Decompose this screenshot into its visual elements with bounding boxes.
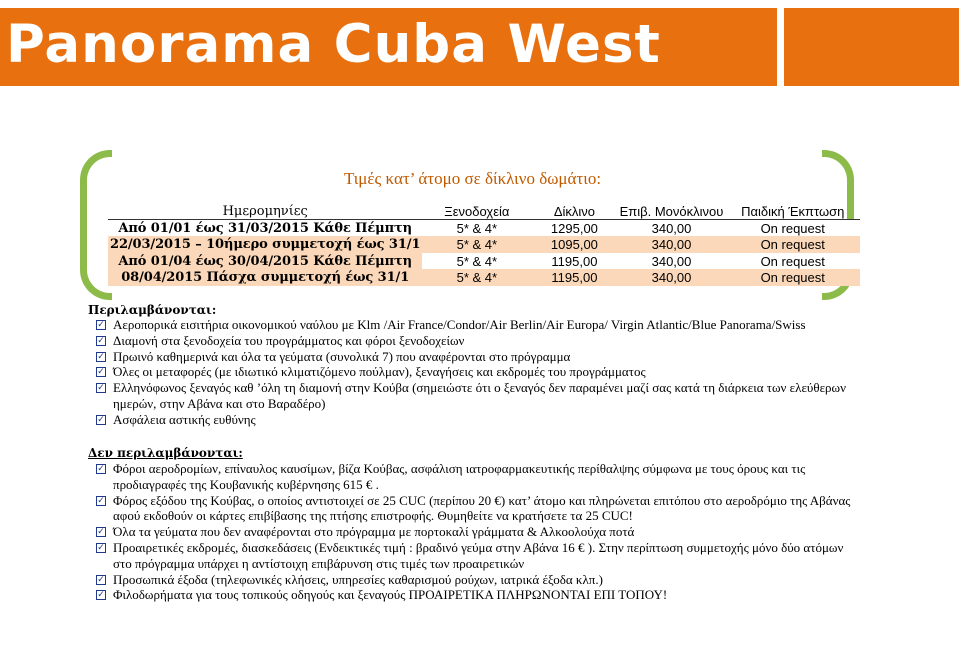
list-item-text: Πρωινό καθημερινά και όλα τα γεύματα (συνολικά 7) που αναφέρονται στο πρόγραμμα bbox=[113, 348, 571, 364]
excluded-heading: Δεν περιλαμβάνονται: bbox=[88, 446, 243, 460]
list-item bbox=[96, 380, 856, 412]
checkbox-icon: ✓ bbox=[97, 351, 105, 362]
list-item-text: Όλα τα γεύματα που δεν αναφέρονται στο πρόγραμμα με πορτοκαλί γράμματα & Αλκοολούχα ποτά bbox=[113, 524, 635, 540]
col-header-single-supplement: Επιβ. Μονόκλινου bbox=[618, 203, 726, 220]
checkbox-icon: ✓ bbox=[97, 414, 105, 425]
price-table bbox=[108, 203, 860, 286]
row-date: Από 01/04 έως 30/04/2015 Κάθε Πέμπτη bbox=[108, 253, 422, 270]
row-date: 08/04/2015 Πάσχα συμμετοχή έως 31/1 bbox=[108, 269, 422, 286]
checkbox-icon: ✓ bbox=[97, 464, 105, 474]
list-item bbox=[96, 317, 856, 333]
row-double-price: 1095,00 bbox=[531, 236, 617, 253]
col-header-child-discount: Παιδική Έκπτωση bbox=[725, 203, 860, 220]
banner-side-strip bbox=[784, 8, 959, 86]
list-item bbox=[96, 333, 856, 349]
row-child-discount: On request bbox=[725, 236, 860, 253]
list-item-text: Προσωπικά έξοδα (τηλεφωνικές κλήσεις, υπηρεσίες καθαρισμού ρούχων, ιατρικά έξοδα κλπ.) bbox=[113, 571, 603, 587]
title-banner bbox=[0, 8, 777, 86]
checkbox-icon: ✓ bbox=[97, 367, 105, 378]
row-single-supplement: 340,00 bbox=[618, 220, 726, 237]
list-item bbox=[96, 461, 856, 493]
checkbox-icon: ✓ bbox=[97, 320, 105, 330]
list-item bbox=[96, 572, 856, 588]
list-item-text: Φιλοδωρήματα για τους τοπικούς οδηγούς και ξεναγούς ΠΡΟΑΙΡΕΤΙΚΑ ΠΛΗΡΩΝΟΝΤΑΙ ΕΠΙ ΤΟΠΟΥ! bbox=[113, 587, 668, 603]
list-item-text: Όλες οι μεταφορές (με ιδιωτικό κλιματιζόμενο πούλμαν), ξεναγήσεις και εκδρομές του προγράμματος bbox=[113, 364, 646, 380]
checkbox-icon: ✓ bbox=[97, 335, 105, 346]
excluded-list bbox=[96, 461, 856, 603]
checkbox-icon: ✓ bbox=[97, 383, 105, 394]
row-hotels: 5* & 4* bbox=[422, 253, 531, 270]
col-header-double: Δίκλινο bbox=[531, 203, 617, 220]
row-hotels: 5* & 4* bbox=[422, 220, 531, 237]
list-item bbox=[96, 587, 856, 603]
row-date: Από 01/01 έως 31/03/2015 Κάθε Πέμπτη bbox=[108, 220, 422, 237]
table-row bbox=[108, 220, 860, 237]
row-single-supplement: 340,00 bbox=[618, 236, 726, 253]
row-child-discount: On request bbox=[725, 253, 860, 270]
included-list bbox=[96, 317, 856, 428]
list-item-text: Φόρος εξόδου της Κούβας, ο οποίος αντιστοιχεί σε 25 CUC (περίπου 20 €) κατ’ άτομο και πληρώνεται επιτόπου στο αεροδρόμιο της Αβάνας αφού εκδοθούν οι κάρτες επιβίβασης της πτήσης επιστροφής. Θυμηθείτε να κρατήσετε τα 25 CUC! bbox=[113, 492, 851, 524]
checkbox-icon: ✓ bbox=[97, 542, 105, 553]
included-heading: Περιλαμβάνονται: bbox=[88, 303, 217, 317]
list-item-text: Προαιρετικές εκδρομές, διασκεδάσεις (Ενδεικτικές τιμή : βραδινό γεύμα στην Αβάνα 16 € ). Στην περίπτωση συμμετοχής μόνο δύο ατόμων στο πρόγραμμα υπάρχει η αντίστοιχη επιβάρυνση στις τιμές των προαιρετικών bbox=[113, 539, 844, 571]
list-item bbox=[96, 493, 856, 525]
list-item-text: Ελληνόφωνος ξεναγός καθ ’όλη τη διαμονή στην Κούβα (σημειώστε ότι ο ξεναγός δεν παραμένει μαζί σας κατά τη διάρκεια των ελεύθερων ημερών, στην Αβάνα και στο Βαραδέρο) bbox=[113, 380, 846, 411]
row-child-discount: On request bbox=[725, 269, 860, 286]
table-header-row bbox=[108, 203, 860, 220]
list-item bbox=[96, 349, 856, 365]
price-section-title: Τιμές κατ’ άτομο σε δίκλινο δωμάτιο: bbox=[343, 169, 602, 188]
list-item bbox=[96, 364, 856, 380]
list-item bbox=[96, 540, 856, 572]
checkbox-icon: ✓ bbox=[97, 495, 105, 506]
col-header-dates: Ημερομηνίες bbox=[108, 203, 422, 220]
checkbox-icon: ✓ bbox=[97, 527, 105, 538]
table-row bbox=[108, 253, 860, 270]
row-hotels: 5* & 4* bbox=[422, 269, 531, 286]
list-item bbox=[96, 412, 856, 428]
table-row bbox=[108, 236, 860, 253]
col-header-hotels: Ξενοδοχεία bbox=[422, 203, 531, 220]
row-double-price: 1295,00 bbox=[531, 220, 617, 237]
row-single-supplement: 340,00 bbox=[618, 253, 726, 270]
list-item-text: Φόροι αεροδρομίων, επίναυλος καυσίμων, βίζα Κούβας, ασφάλιση ιατροφαρμακευτικής περίθαλψης σύμφωνα με τους όρους και τις προδιαγραφές της Κουβανικής κυβέρνησης 615 € . bbox=[113, 461, 806, 492]
list-item-text: Ασφάλεια αστικής ευθύνης bbox=[113, 411, 256, 427]
row-double-price: 1195,00 bbox=[531, 253, 617, 270]
list-item bbox=[96, 524, 856, 540]
checkbox-icon: ✓ bbox=[97, 590, 105, 601]
row-date: 22/03/2015 – 10ήμερο συμμετοχή έως 31/1 bbox=[110, 236, 421, 252]
list-item-text: Διαμονή στα ξενοδοχεία του προγράμματος και φόροι ξενοδοχείων bbox=[113, 332, 465, 348]
table-row bbox=[108, 269, 860, 286]
row-hotels: 5* & 4* bbox=[422, 236, 531, 253]
list-item-text: Αεροπορικά εισιτήρια οικονομικού ναύλου με Klm /Air France/Condor/Air Berlin/Air Europa/ Virgin Atlantic/Blue Panorama/Swiss bbox=[113, 317, 806, 332]
page-title: Panorama Cuba West bbox=[6, 14, 661, 75]
row-single-supplement: 340,00 bbox=[618, 269, 726, 286]
checkbox-icon: ✓ bbox=[97, 574, 105, 585]
row-double-price: 1195,00 bbox=[531, 269, 617, 286]
row-child-discount: On request bbox=[725, 220, 860, 237]
